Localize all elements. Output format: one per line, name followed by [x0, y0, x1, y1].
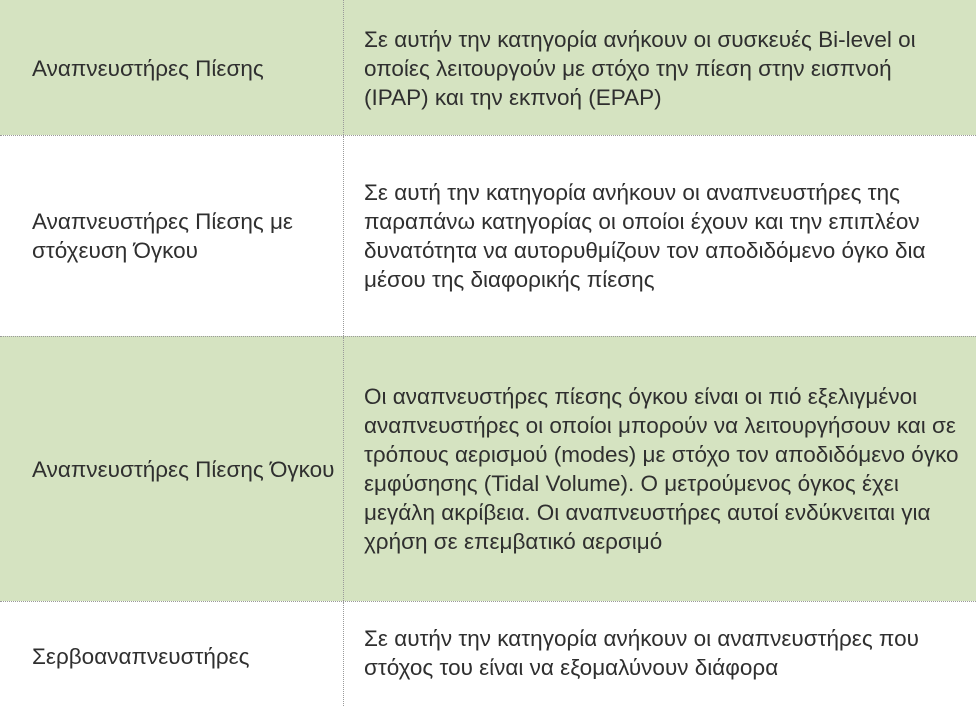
table-row [0, 0, 976, 135]
description-cell [344, 337, 976, 601]
category-label: Αναπνευστήρες Πίεσης [32, 56, 264, 81]
category-description: Σε αυτή την κατηγορία ανήκουν οι αναπνευστήρες της παραπάνω κατηγορίας οι οποίοι έχουν και την επιπλέον δυνατότητα να αυτορυθμίζουν τον αποδιδόμενο όγκο δια μέσου της διαφορικής πίεσης [364, 180, 926, 292]
category-label: Αναπνευστήρες Πίεσης με στόχευση Όγκου [32, 209, 293, 263]
table-row [0, 601, 976, 706]
category-description: Σε αυτήν την κατηγορία ανήκουν οι αναπνευστήρες που στόχος του είναι να εξομαλύνουν διάφορα [364, 626, 919, 680]
description-cell [344, 602, 976, 706]
category-cell [0, 602, 344, 706]
category-cell [0, 337, 344, 601]
category-description: Σε αυτήν την κατηγορία ανήκουν οι συσκευές Bi-level οι οποίες λειτουργούν με στόχο την πίεση στην εισπνοή (IPAP) και την εκπνοή (EPAP) [364, 27, 916, 110]
category-label: Αναπνευστήρες Πίεσης Όγκου [32, 456, 335, 482]
description-cell [344, 136, 976, 336]
description-cell [344, 0, 976, 135]
category-description: Οι αναπνευστήρες πίεσης όγκου είναι οι πιό εξελιγμένοι αναπνευστήρες οι οποίοι μπορούν να λειτουργήσουν και σε τρόπους αερισμού (modes) με στόχο τον αποδιδόμενο όγκο εμφύσησης (Tidal Volume). Ο μετρούμενος όγκος έχει μεγάλη ακρίβεια. Οι αναπνευστήρες αυτοί ενδύκνειται για χρήση σε επεμβατικό αερσιμό [364, 384, 959, 554]
category-label: Σερβοαναπνευστήρες [32, 644, 250, 669]
category-cell [0, 0, 344, 135]
category-cell [0, 136, 344, 336]
table-row [0, 336, 976, 601]
table-row [0, 135, 976, 336]
